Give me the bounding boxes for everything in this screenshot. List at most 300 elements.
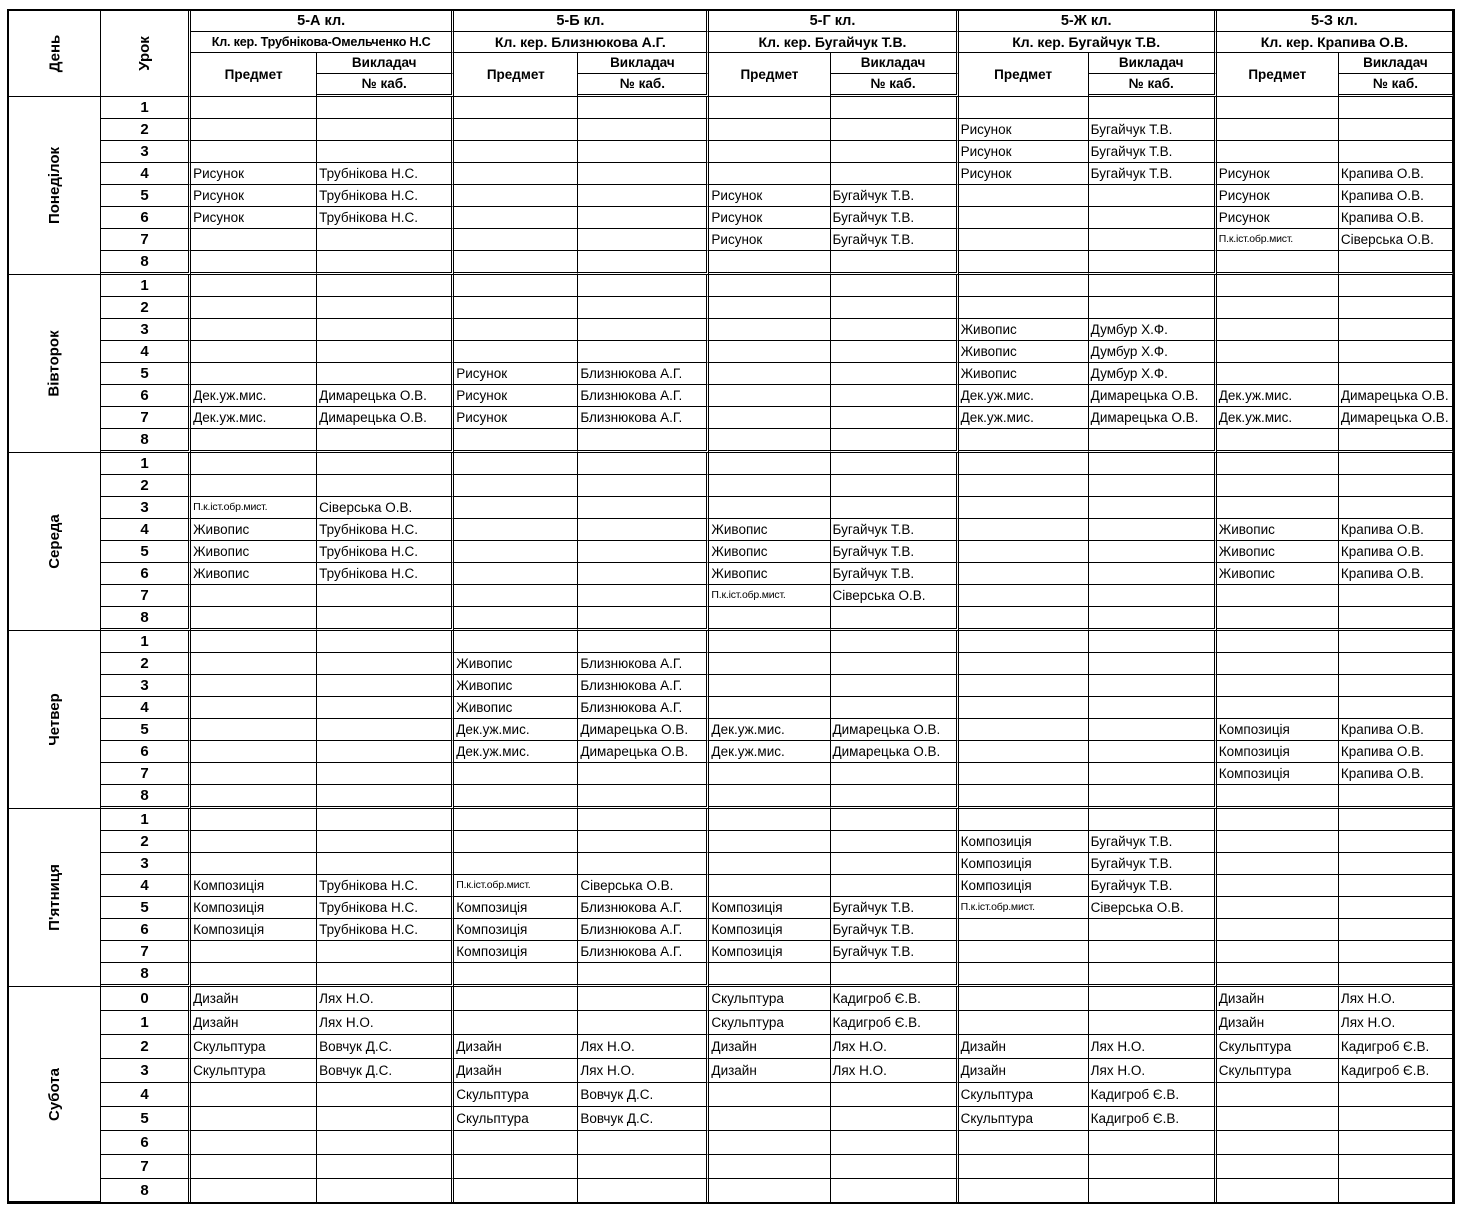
day-label: Середа bbox=[46, 514, 64, 569]
teacher-cell-5a: Лях Н.О. bbox=[317, 987, 454, 1011]
teacher-cell-5zh bbox=[1089, 251, 1217, 275]
lesson-number: 4 bbox=[101, 163, 191, 185]
subject-cell-5a: П.к.іст.обр.мист. bbox=[191, 497, 317, 519]
teacher-cell-5g bbox=[831, 963, 959, 987]
teacher-cell-5z bbox=[1339, 1107, 1453, 1131]
subject-cell-5a bbox=[191, 1131, 317, 1155]
subject-cell-5g: Дизайн bbox=[709, 1035, 830, 1059]
subject-cell-5b bbox=[454, 475, 578, 497]
table-row bbox=[9, 1035, 1453, 1059]
subject-cell-5zh bbox=[959, 97, 1089, 119]
class-header-5g: 5-Г кл. bbox=[709, 11, 958, 32]
teacher-cell-5z bbox=[1339, 1131, 1453, 1155]
subject-cell-5b: Живопис bbox=[454, 653, 578, 675]
lesson-number: 6 bbox=[101, 207, 191, 229]
teacher-cell-5b bbox=[578, 297, 709, 319]
teacher-cell-5a: Трубнікова Н.С. bbox=[317, 541, 454, 563]
subject-cell-5g: Скульптура bbox=[709, 1011, 830, 1035]
lesson-number: 1 bbox=[101, 1011, 191, 1035]
subject-cell-5b bbox=[454, 1131, 578, 1155]
subject-header: Предмет bbox=[959, 53, 1089, 97]
teacher-cell-5a bbox=[317, 675, 454, 697]
subject-cell-5zh bbox=[959, 607, 1089, 631]
teacher-cell-5b bbox=[578, 251, 709, 275]
teacher-cell-5z bbox=[1339, 963, 1453, 987]
day-label: Субота bbox=[46, 1067, 64, 1121]
table-row bbox=[9, 563, 1453, 585]
subject-cell-5z bbox=[1217, 97, 1339, 119]
teacher-cell-5g: Бугайчук Т.В. bbox=[831, 229, 959, 251]
table-row bbox=[9, 251, 1453, 275]
class-teacher-5zh: Кл. кер. Бугайчук Т.В. bbox=[959, 32, 1217, 53]
subject-cell-5zh: Скульптура bbox=[959, 1083, 1089, 1107]
table-row bbox=[9, 741, 1453, 763]
teacher-cell-5z bbox=[1339, 875, 1453, 897]
subject-cell-5a bbox=[191, 607, 317, 631]
teacher-header: Викладач bbox=[317, 53, 454, 74]
teacher-cell-5b bbox=[578, 475, 709, 497]
teacher-cell-5g: Бугайчук Т.В. bbox=[831, 897, 959, 919]
table-row bbox=[9, 119, 1453, 141]
teacher-cell-5b: Сіверська О.В. bbox=[578, 875, 709, 897]
subject-cell-5g bbox=[709, 429, 830, 453]
teacher-cell-5zh: Думбур Х.Ф. bbox=[1089, 363, 1217, 385]
teacher-cell-5g bbox=[831, 141, 959, 163]
teacher-cell-5g: Лях Н.О. bbox=[831, 1035, 959, 1059]
subject-cell-5b bbox=[454, 763, 578, 785]
teacher-cell-5zh bbox=[1089, 229, 1217, 251]
teacher-cell-5z: Лях Н.О. bbox=[1339, 987, 1453, 1011]
subject-cell-5a bbox=[191, 653, 317, 675]
teacher-cell-5g bbox=[831, 363, 959, 385]
teacher-cell-5z bbox=[1339, 363, 1453, 385]
teacher-cell-5a bbox=[317, 1155, 454, 1179]
table-row bbox=[9, 497, 1453, 519]
day-cell bbox=[9, 453, 101, 631]
teacher-cell-5a bbox=[317, 741, 454, 763]
subject-cell-5g bbox=[709, 875, 830, 897]
subject-cell-5z: Живопис bbox=[1217, 541, 1339, 563]
teacher-cell-5a: Димарецька О.В. bbox=[317, 385, 454, 407]
lesson-number: 3 bbox=[101, 1059, 191, 1083]
teacher-cell-5g: Кадигроб Є.В. bbox=[831, 1011, 959, 1035]
subject-cell-5a bbox=[191, 297, 317, 319]
subject-cell-5g bbox=[709, 297, 830, 319]
teacher-cell-5z bbox=[1339, 809, 1453, 831]
subject-cell-5a bbox=[191, 631, 317, 653]
subject-cell-5zh bbox=[959, 719, 1089, 741]
subject-cell-5z bbox=[1217, 653, 1339, 675]
table-row bbox=[9, 1107, 1453, 1131]
teacher-cell-5z bbox=[1339, 585, 1453, 607]
subject-cell-5a bbox=[191, 831, 317, 853]
subject-cell-5zh bbox=[959, 563, 1089, 585]
table-row bbox=[9, 853, 1453, 875]
lesson-column-header bbox=[101, 11, 191, 97]
teacher-cell-5g bbox=[831, 785, 959, 809]
subject-cell-5a: Дизайн bbox=[191, 1011, 317, 1035]
teacher-cell-5z bbox=[1339, 297, 1453, 319]
teacher-cell-5b bbox=[578, 519, 709, 541]
subject-cell-5g: Дизайн bbox=[709, 1059, 830, 1083]
subject-cell-5zh bbox=[959, 697, 1089, 719]
table-row bbox=[9, 1083, 1453, 1107]
table-row bbox=[9, 653, 1453, 675]
day-cell bbox=[9, 987, 101, 1202]
subject-cell-5z bbox=[1217, 341, 1339, 363]
subject-cell-5zh: Живопис bbox=[959, 363, 1089, 385]
subject-cell-5b bbox=[454, 429, 578, 453]
subject-cell-5a: Рисунок bbox=[191, 163, 317, 185]
teacher-cell-5a: Вовчук Д.С. bbox=[317, 1035, 454, 1059]
lesson-number: 2 bbox=[101, 1035, 191, 1059]
teacher-cell-5zh bbox=[1089, 207, 1217, 229]
lesson-number: 3 bbox=[101, 319, 191, 341]
teacher-cell-5zh: Бугайчук Т.В. bbox=[1089, 831, 1217, 853]
table-row bbox=[9, 785, 1453, 809]
subject-cell-5z: Дизайн bbox=[1217, 987, 1339, 1011]
teacher-cell-5z: Кадигроб Є.В. bbox=[1339, 1059, 1453, 1083]
subject-cell-5g bbox=[709, 831, 830, 853]
teacher-cell-5a bbox=[317, 119, 454, 141]
subject-cell-5g bbox=[709, 1131, 830, 1155]
teacher-cell-5b: Димарецька О.В. bbox=[578, 719, 709, 741]
teacher-cell-5a bbox=[317, 697, 454, 719]
teacher-cell-5g bbox=[831, 763, 959, 785]
subject-cell-5b bbox=[454, 275, 578, 297]
subject-cell-5b: Рисунок bbox=[454, 385, 578, 407]
subject-cell-5a: Скульптура bbox=[191, 1035, 317, 1059]
subject-cell-5g bbox=[709, 385, 830, 407]
subject-cell-5z bbox=[1217, 607, 1339, 631]
teacher-cell-5zh bbox=[1089, 741, 1217, 763]
lesson-number: 1 bbox=[101, 809, 191, 831]
day-cell bbox=[9, 275, 101, 453]
teacher-cell-5zh: Бугайчук Т.В. bbox=[1089, 141, 1217, 163]
subject-cell-5g bbox=[709, 675, 830, 697]
teacher-cell-5g bbox=[831, 97, 959, 119]
subject-cell-5a bbox=[191, 275, 317, 297]
teacher-cell-5z bbox=[1339, 675, 1453, 697]
teacher-cell-5b bbox=[578, 1155, 709, 1179]
teacher-cell-5a bbox=[317, 297, 454, 319]
lesson-number: 8 bbox=[101, 429, 191, 453]
subject-cell-5zh: Живопис bbox=[959, 341, 1089, 363]
room-header: № каб. bbox=[317, 74, 454, 97]
subject-cell-5zh: Рисунок bbox=[959, 141, 1089, 163]
lesson-number: 8 bbox=[101, 1179, 191, 1202]
table-row bbox=[9, 631, 1453, 653]
subject-cell-5b bbox=[454, 163, 578, 185]
teacher-header: Викладач bbox=[1339, 53, 1453, 74]
subject-cell-5a bbox=[191, 1083, 317, 1107]
lesson-number: 7 bbox=[101, 1155, 191, 1179]
schedule-body bbox=[9, 97, 1453, 1202]
lesson-number: 8 bbox=[101, 251, 191, 275]
subject-cell-5z bbox=[1217, 297, 1339, 319]
teacher-cell-5g bbox=[831, 831, 959, 853]
table-row bbox=[9, 607, 1453, 631]
subject-cell-5b bbox=[454, 1155, 578, 1179]
teacher-cell-5a bbox=[317, 141, 454, 163]
table-row bbox=[9, 763, 1453, 785]
subject-cell-5a: Композиція bbox=[191, 919, 317, 941]
lesson-number: 1 bbox=[101, 97, 191, 119]
subject-cell-5b bbox=[454, 785, 578, 809]
teacher-cell-5z: Крапива О.В. bbox=[1339, 741, 1453, 763]
subject-cell-5a bbox=[191, 453, 317, 475]
lesson-number: 5 bbox=[101, 1107, 191, 1131]
teacher-cell-5zh bbox=[1089, 785, 1217, 809]
teacher-cell-5b bbox=[578, 1131, 709, 1155]
subject-cell-5g bbox=[709, 97, 830, 119]
lesson-number: 4 bbox=[101, 519, 191, 541]
subject-cell-5g: Рисунок bbox=[709, 207, 830, 229]
teacher-cell-5z: Сіверська О.В. bbox=[1339, 229, 1453, 251]
table-row bbox=[9, 341, 1453, 363]
subject-cell-5g: Рисунок bbox=[709, 229, 830, 251]
lesson-number: 8 bbox=[101, 607, 191, 631]
teacher-cell-5g bbox=[831, 385, 959, 407]
class-teacher-5z: Кл. кер. Крапива О.В. bbox=[1217, 32, 1453, 53]
teacher-cell-5g: Бугайчук Т.В. bbox=[831, 563, 959, 585]
teacher-cell-5g bbox=[831, 163, 959, 185]
lesson-number: 2 bbox=[101, 653, 191, 675]
subject-cell-5zh: Композиція bbox=[959, 853, 1089, 875]
subject-cell-5b: П.к.іст.обр.мист. bbox=[454, 875, 578, 897]
teacher-cell-5zh bbox=[1089, 297, 1217, 319]
subject-cell-5b bbox=[454, 229, 578, 251]
teacher-cell-5b bbox=[578, 341, 709, 363]
lesson-number: 3 bbox=[101, 853, 191, 875]
teacher-cell-5zh bbox=[1089, 563, 1217, 585]
subject-cell-5z bbox=[1217, 141, 1339, 163]
day-cell bbox=[9, 97, 101, 275]
subject-cell-5zh bbox=[959, 541, 1089, 563]
table-row bbox=[9, 897, 1453, 919]
subject-cell-5z: Дек.уж.мис. bbox=[1217, 407, 1339, 429]
teacher-cell-5zh bbox=[1089, 941, 1217, 963]
teacher-cell-5z bbox=[1339, 1179, 1453, 1202]
subject-cell-5g: Живопис bbox=[709, 563, 830, 585]
teacher-cell-5b bbox=[578, 831, 709, 853]
subject-cell-5z bbox=[1217, 697, 1339, 719]
subject-cell-5a bbox=[191, 697, 317, 719]
subject-cell-5z bbox=[1217, 809, 1339, 831]
teacher-cell-5b bbox=[578, 1011, 709, 1035]
lesson-number: 3 bbox=[101, 675, 191, 697]
subject-cell-5b: Скульптура bbox=[454, 1107, 578, 1131]
table-row bbox=[9, 519, 1453, 541]
teacher-cell-5b bbox=[578, 987, 709, 1011]
teacher-cell-5zh bbox=[1089, 631, 1217, 653]
teacher-cell-5a bbox=[317, 251, 454, 275]
subject-cell-5z: Композиція bbox=[1217, 763, 1339, 785]
teacher-cell-5g bbox=[831, 1155, 959, 1179]
lesson-number: 5 bbox=[101, 185, 191, 207]
subject-cell-5zh bbox=[959, 1011, 1089, 1035]
teacher-cell-5b bbox=[578, 763, 709, 785]
table-row bbox=[9, 475, 1453, 497]
teacher-cell-5zh bbox=[1089, 987, 1217, 1011]
subject-cell-5z bbox=[1217, 875, 1339, 897]
teacher-cell-5zh bbox=[1089, 653, 1217, 675]
teacher-cell-5zh: Думбур Х.Ф. bbox=[1089, 341, 1217, 363]
teacher-cell-5a bbox=[317, 1179, 454, 1202]
table-row bbox=[9, 1131, 1453, 1155]
table-row bbox=[9, 297, 1453, 319]
teacher-cell-5a bbox=[317, 653, 454, 675]
teacher-cell-5a: Трубнікова Н.С. bbox=[317, 563, 454, 585]
subject-cell-5b bbox=[454, 497, 578, 519]
teacher-cell-5a bbox=[317, 607, 454, 631]
teacher-cell-5g bbox=[831, 1131, 959, 1155]
teacher-cell-5zh bbox=[1089, 809, 1217, 831]
subject-cell-5zh: Рисунок bbox=[959, 119, 1089, 141]
subject-cell-5a: Рисунок bbox=[191, 207, 317, 229]
subject-cell-5z bbox=[1217, 1083, 1339, 1107]
teacher-cell-5zh: Бугайчук Т.В. bbox=[1089, 163, 1217, 185]
lesson-number: 2 bbox=[101, 475, 191, 497]
table-row bbox=[9, 541, 1453, 563]
subject-cell-5a bbox=[191, 429, 317, 453]
subject-cell-5z: Рисунок bbox=[1217, 163, 1339, 185]
teacher-cell-5zh bbox=[1089, 919, 1217, 941]
teacher-cell-5g: Бугайчук Т.В. bbox=[831, 941, 959, 963]
lesson-number: 1 bbox=[101, 275, 191, 297]
teacher-cell-5b: Близнюкова А.Г. bbox=[578, 653, 709, 675]
subject-cell-5zh bbox=[959, 741, 1089, 763]
teacher-cell-5b: Димарецька О.В. bbox=[578, 741, 709, 763]
lesson-number: 6 bbox=[101, 741, 191, 763]
table-row bbox=[9, 163, 1453, 185]
day-cell bbox=[9, 631, 101, 809]
teacher-cell-5b: Близнюкова А.Г. bbox=[578, 697, 709, 719]
teacher-cell-5b bbox=[578, 429, 709, 453]
teacher-cell-5g bbox=[831, 453, 959, 475]
subject-cell-5zh bbox=[959, 207, 1089, 229]
teacher-cell-5z: Крапива О.В. bbox=[1339, 185, 1453, 207]
class-header-5zh: 5-Ж кл. bbox=[959, 11, 1217, 32]
lesson-number: 2 bbox=[101, 831, 191, 853]
teacher-cell-5z: Крапива О.В. bbox=[1339, 541, 1453, 563]
teacher-cell-5z: Крапива О.В. bbox=[1339, 763, 1453, 785]
subject-cell-5g bbox=[709, 407, 830, 429]
subject-cell-5a: Живопис bbox=[191, 563, 317, 585]
subject-cell-5z bbox=[1217, 275, 1339, 297]
teacher-cell-5a bbox=[317, 429, 454, 453]
subject-cell-5g: Живопис bbox=[709, 541, 830, 563]
teacher-cell-5g: Сіверська О.В. bbox=[831, 585, 959, 607]
subject-cell-5b bbox=[454, 585, 578, 607]
subject-cell-5g bbox=[709, 119, 830, 141]
subject-cell-5a bbox=[191, 97, 317, 119]
teacher-cell-5b bbox=[578, 785, 709, 809]
subject-cell-5a bbox=[191, 741, 317, 763]
subject-cell-5zh: Рисунок bbox=[959, 163, 1089, 185]
subject-cell-5b: Композиція bbox=[454, 897, 578, 919]
teacher-cell-5z bbox=[1339, 1155, 1453, 1179]
subject-cell-5z: Композиція bbox=[1217, 741, 1339, 763]
teacher-cell-5zh bbox=[1089, 1155, 1217, 1179]
teacher-cell-5zh: Бугайчук Т.В. bbox=[1089, 119, 1217, 141]
table-row bbox=[9, 919, 1453, 941]
teacher-cell-5b bbox=[578, 563, 709, 585]
table-row bbox=[9, 719, 1453, 741]
teacher-cell-5z bbox=[1339, 653, 1453, 675]
teacher-cell-5g bbox=[831, 429, 959, 453]
subject-cell-5zh bbox=[959, 453, 1089, 475]
lesson-number: 6 bbox=[101, 919, 191, 941]
teacher-cell-5a bbox=[317, 941, 454, 963]
subject-cell-5g bbox=[709, 697, 830, 719]
teacher-cell-5g bbox=[831, 653, 959, 675]
subject-cell-5zh: Дизайн bbox=[959, 1035, 1089, 1059]
teacher-cell-5g bbox=[831, 251, 959, 275]
teacher-cell-5g: Бугайчук Т.В. bbox=[831, 919, 959, 941]
teacher-cell-5a: Трубнікова Н.С. bbox=[317, 519, 454, 541]
teacher-cell-5g bbox=[831, 1179, 959, 1202]
table-row bbox=[9, 453, 1453, 475]
teacher-header: Викладач bbox=[1089, 53, 1217, 74]
subject-cell-5z: П.к.іст.обр.мист. bbox=[1217, 229, 1339, 251]
table-row bbox=[9, 1011, 1453, 1035]
teacher-cell-5b: Близнюкова А.Г. bbox=[578, 941, 709, 963]
room-header: № каб. bbox=[831, 74, 959, 97]
teacher-cell-5g bbox=[831, 475, 959, 497]
teacher-cell-5zh: Думбур Х.Ф. bbox=[1089, 319, 1217, 341]
subject-cell-5b bbox=[454, 1179, 578, 1202]
subject-cell-5z bbox=[1217, 1155, 1339, 1179]
subject-header: Предмет bbox=[709, 53, 830, 97]
teacher-cell-5zh: Бугайчук Т.В. bbox=[1089, 853, 1217, 875]
teacher-cell-5g bbox=[831, 697, 959, 719]
teacher-cell-5a bbox=[317, 229, 454, 251]
table-row bbox=[9, 185, 1453, 207]
table-row bbox=[9, 1179, 1453, 1202]
teacher-cell-5a bbox=[317, 275, 454, 297]
schedule-header bbox=[9, 11, 1453, 97]
teacher-cell-5a bbox=[317, 585, 454, 607]
subject-cell-5zh bbox=[959, 229, 1089, 251]
lesson-number: 2 bbox=[101, 119, 191, 141]
teacher-cell-5z: Димарецька О.В. bbox=[1339, 407, 1453, 429]
subject-cell-5zh: Композиція bbox=[959, 875, 1089, 897]
table-row bbox=[9, 697, 1453, 719]
subject-cell-5g bbox=[709, 363, 830, 385]
schedule-table bbox=[7, 9, 1455, 1204]
lesson-number: 6 bbox=[101, 1131, 191, 1155]
teacher-cell-5zh bbox=[1089, 1179, 1217, 1202]
subject-cell-5a: Скульптура bbox=[191, 1059, 317, 1083]
subject-cell-5b bbox=[454, 563, 578, 585]
subject-cell-5zh bbox=[959, 963, 1089, 987]
lesson-number: 7 bbox=[101, 585, 191, 607]
subject-cell-5b: Рисунок bbox=[454, 363, 578, 385]
lesson-number: 3 bbox=[101, 497, 191, 519]
teacher-cell-5zh: Димарецька О.В. bbox=[1089, 407, 1217, 429]
subject-cell-5b: Композиція bbox=[454, 941, 578, 963]
subject-cell-5a bbox=[191, 141, 317, 163]
subject-cell-5b: Скульптура bbox=[454, 1083, 578, 1107]
teacher-cell-5z bbox=[1339, 475, 1453, 497]
teacher-cell-5a bbox=[317, 809, 454, 831]
subject-cell-5b bbox=[454, 251, 578, 275]
teacher-cell-5a: Лях Н.О. bbox=[317, 1011, 454, 1035]
class-header-5z: 5-З кл. bbox=[1217, 11, 1453, 32]
teacher-cell-5z: Димарецька О.В. bbox=[1339, 385, 1453, 407]
teacher-cell-5z: Крапива О.В. bbox=[1339, 719, 1453, 741]
